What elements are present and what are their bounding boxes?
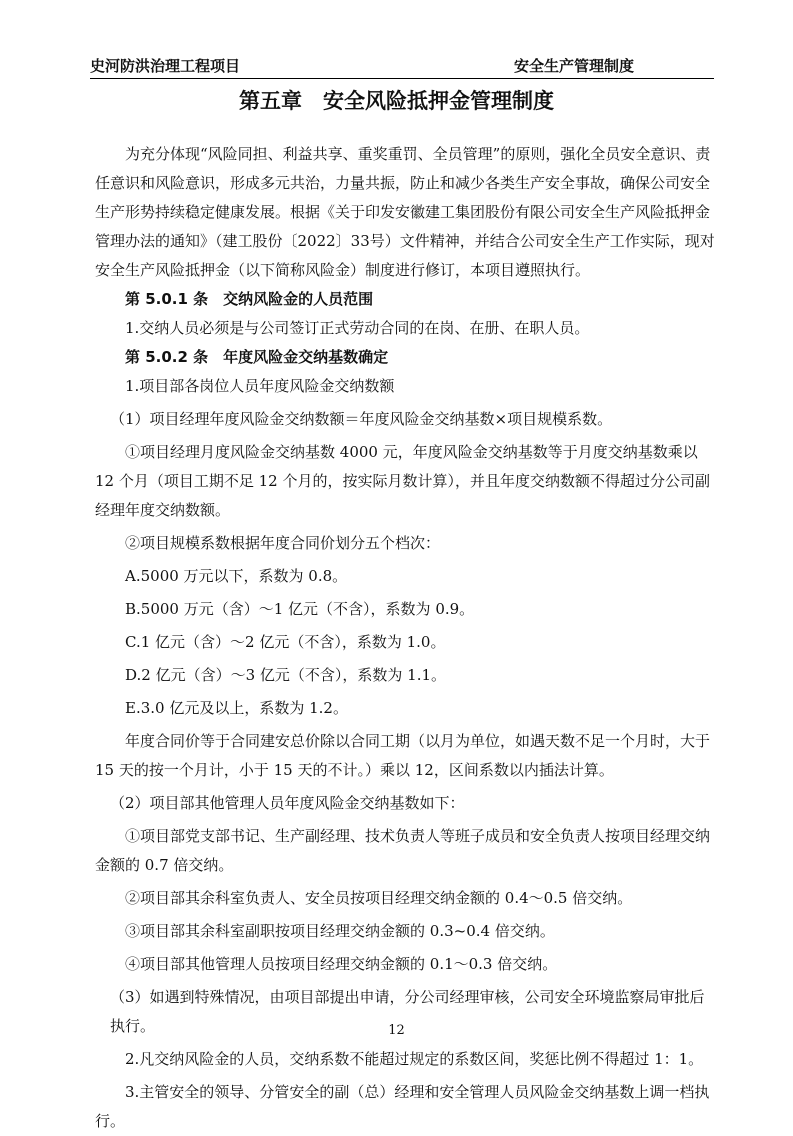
- header-project-name: 史河防洪治理工程项目: [90, 57, 241, 75]
- list-item: B.5000 万元（含）～1 亿元（不含），系数为 0.9。: [125, 600, 475, 618]
- body-paragraph: ①项目部党支部书记、生产副经理、技术负责人等班子成员和安全负责人按项目经理交纳金额的 0.7 倍交纳。: [95, 827, 711, 874]
- list-item: D.2 亿元（含）～3 亿元（不含），系数为 1.1。: [125, 666, 447, 684]
- body-paragraph: 1.项目部各岗位人员年度风险金交纳数额: [125, 377, 395, 395]
- body-paragraph: 3.主管安全的领导、分管安全的副（总）经理和安全管理人员风险金交纳基数上调一档执行。: [95, 1083, 710, 1130]
- list-item: A.5000 万元以下，系数为 0.8。: [125, 567, 348, 585]
- list-item: E.3.0 亿元及以上，系数为 1.2。: [125, 699, 348, 717]
- header-divider: [90, 78, 714, 79]
- chapter-title: 第五章 安全风险抵押金管理制度: [239, 89, 554, 113]
- body-paragraph: ③项目部其余科室副职按项目经理交纳金额的 0.3~0.4 倍交纳。: [125, 922, 555, 940]
- body-paragraph: 1.交纳人员必须是与公司签订正式劳动合同的在岗、在册、在职人员。: [125, 319, 590, 337]
- document-body: [95, 140, 717, 1136]
- body-paragraph: 2.凡交纳风险金的人员，交纳系数不能超过规定的系数区间，奖惩比例不得超过 1：1。: [125, 1050, 704, 1068]
- body-paragraph: ④项目部其他管理人员按项目经理交纳金额的 0.1～0.3 倍交纳。: [125, 955, 558, 973]
- page-number: 12: [388, 1023, 405, 1038]
- running-header: [90, 56, 714, 78]
- list-item: C.1 亿元（含）～2 亿元（不含），系数为 1.0。: [125, 633, 446, 651]
- body-paragraph: ②项目规模系数根据年度合同价划分五个档次：: [125, 534, 441, 552]
- body-paragraph: （3）如遇到特殊情况，由项目部提出申请，分公司经理审核，公司安全环境监察局审批后执行。: [110, 988, 705, 1035]
- article-heading-5-0-1: 第 5.0.1 条 交纳风险金的人员范围: [125, 290, 374, 308]
- body-paragraph: 年度合同价等于合同建安总价除以合同工期（以月为单位，如遇天数不足一个月时，大于 15 天的按一个月计，小于 15 天的不计。）乘以 12，区间系数以内插法计算。: [95, 732, 711, 779]
- body-paragraph: ②项目部其余科室负责人、安全员按项目经理交纳金额的 0.4～0.5 倍交纳。: [125, 889, 633, 907]
- body-paragraph: （2）项目部其他管理人员年度风险金交纳基数如下：: [110, 794, 465, 812]
- intro-paragraph: 为充分体现“风险同担、利益共享、重奖重罚、全员管理”的原则，强化全员安全意识、责任意识和风险意识，形成多元共治，力量共振，防止和减少各类生产安全事故，确保公司安全生产形势持续稳定健康发展。根据《关于印发安徽建工集团股份有限公司安全生产风险抵押金管理办法的通知》（建工股份〔2022〕33号）文件精神，并结合公司安全生产工作实际，现对安全生产风险抵押金（以下简称风险金）制度进行修订，本项目遵照执行。: [95, 145, 715, 279]
- body-paragraph: ①项目经理月度风险金交纳基数 4000 元，年度风险金交纳基数等于月度交纳基数乘以 12 个月（项目工期不足 12 个月的，按实际月数计算），并且年度交纳数额不得超过分公司副经理年度交纳数额。: [95, 443, 710, 519]
- body-paragraph: （1）项目经理年度风险金交纳数额＝年度风险金交纳基数×项目规模系数。: [110, 410, 613, 428]
- article-heading-5-0-2: 第 5.0.2 条 年度风险金交纳基数确定: [125, 348, 389, 366]
- header-section-name: 安全生产管理制度: [514, 57, 635, 75]
